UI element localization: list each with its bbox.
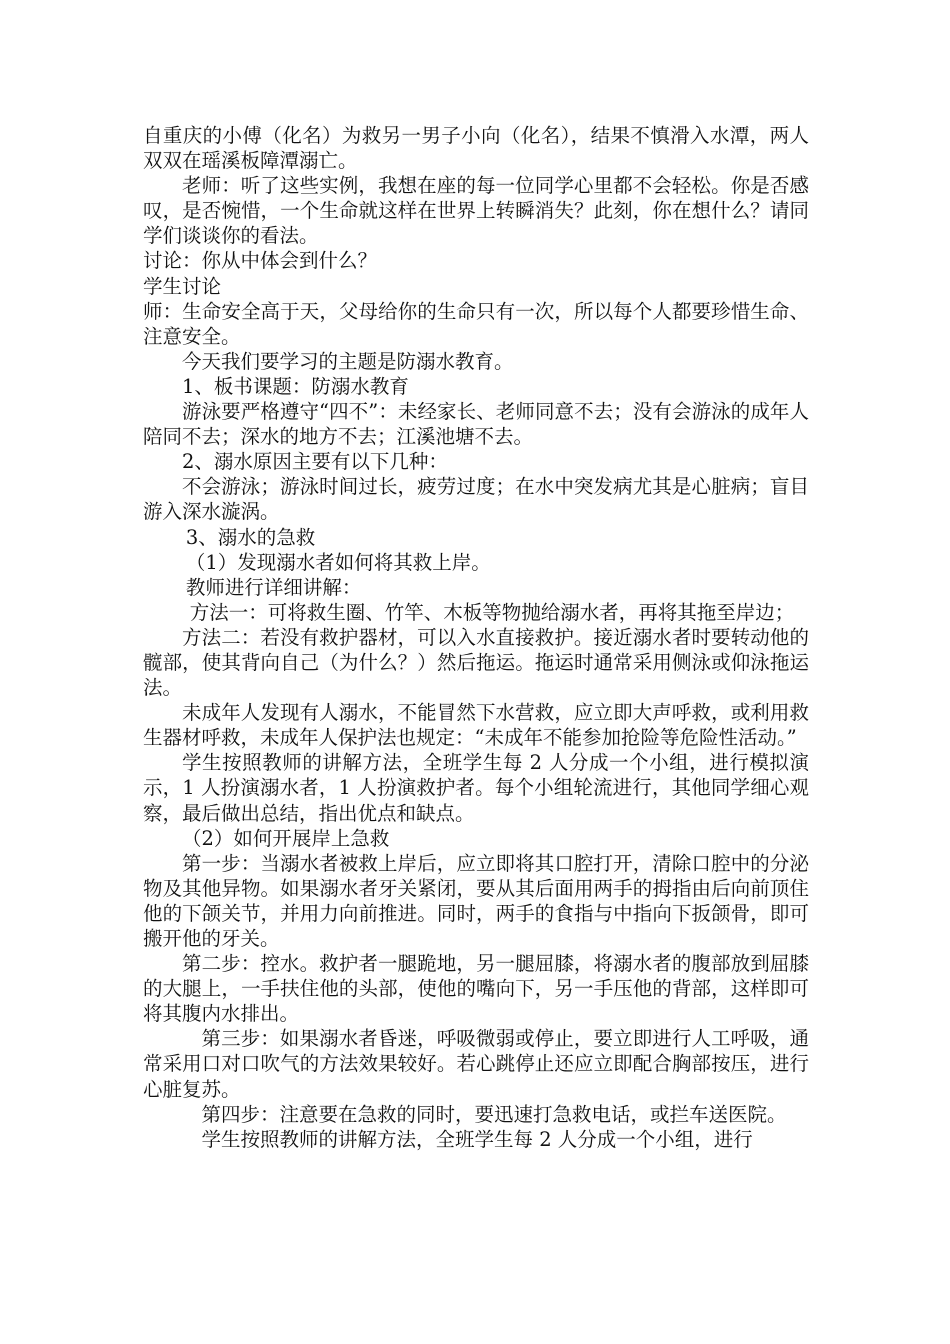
paragraph-14: 方法一：可将救生圈、竹竿、木板等物抛给溺水者，再将其拖至岸边； bbox=[189, 600, 795, 624]
paragraph-8: 游泳要严格遵守“四不”：未经家长、老师同意不去；没有会游泳的成年人陪同不去；深水的地方不去；江溪池塘不去。 bbox=[143, 400, 809, 449]
paragraph-12: （1）发现溺水者如何将其救上岸。 bbox=[185, 550, 491, 574]
paragraph-5: 师：生命安全高于天，父母给你的生命只有一次，所以每个人都要珍惜生命、注意安全。 bbox=[143, 299, 809, 348]
paragraph-9: 2、溺水原因主要有以下几种： bbox=[182, 450, 448, 474]
paragraph-19: 第一步：当溺水者被救上岸后，应立即将其口腔打开，清除口腔中的分泌物及其他异物。如果溺水者牙关紧闭，要从其后面用两手的拇指由后向前顶住他的下颌关节，并用力向前推进。同时，两手的食指与中指向下扳颌骨，即可搬开他的牙关。 bbox=[143, 851, 809, 950]
paragraph-15: 方法二：若没有救护器材，可以入水直接救护。接近溺水者时要转动他的髋部，使其背向自己（为什么？）然后拖运。拖运时通常采用侧泳或仰泳拖运法。 bbox=[143, 625, 809, 700]
paragraph-1: 自重庆的小傅（化名）为救另一男子小向（化名），结果不慎滑入水潭，两人双双在瑶溪板障潭溺亡。 bbox=[143, 124, 809, 173]
paragraph-10: 不会游泳；游泳时间过长，疲劳过度；在水中突发病尤其是心脏病；盲目游入深水漩涡。 bbox=[143, 475, 809, 524]
paragraph-17: 学生按照教师的讲解方法，全班学生每 2 人分成一个小组，进行模拟演示，1 人扮演溺水者，1 人扮演救护者。每个小组轮流进行，其他同学细心观察，最后做出总结，指出优点和缺点。 bbox=[143, 751, 809, 825]
paragraph-6: 今天我们要学习的主题是防溺水教育。 bbox=[182, 349, 514, 373]
paragraph-3: 讨论：你从中体会到什么？ bbox=[143, 249, 378, 273]
paragraph-2: 老师：听了这些实例，我想在座的每一位同学心里都不会轻松。你是否感叹，是否惋惜，一个生命就这样在世界上转瞬消失？此刻，你在想什么？请同学们谈谈你的看法。 bbox=[143, 174, 809, 248]
paragraph-13: 教师进行详细讲解： bbox=[185, 575, 362, 599]
paragraph-21: 第三步：如果溺水者昏迷，呼吸微弱或停止，要立即进行人工呼吸，通常采用口对口吹气的方法效果较好。若心跳停止还应立即配合胸部按压，进行心脏复苏。 bbox=[143, 1027, 809, 1101]
paragraph-22: 第四步：注意要在急救的同时，要迅速打急救电话，或拦车送医院。 bbox=[201, 1102, 787, 1126]
paragraph-4: 学生讨论 bbox=[143, 274, 222, 298]
paragraph-23: 学生按照教师的讲解方法，全班学生每 2 人分成一个小组，进行 bbox=[201, 1127, 753, 1151]
paragraph-16: 未成年人发现有人溺水，不能冒然下水营救，应立即大声呼救，或利用救生器材呼救，未成年人保护法也规定：“未成年不能参加抢险等危险性活动。” bbox=[143, 701, 809, 750]
paragraph-11: 3、溺水的急救 bbox=[185, 525, 316, 549]
paragraph-20: 第二步：控水。救护者一腿跪地，另一腿屈膝，将溺水者的腹部放到屈膝的大腿上，一手扶住他的头部，使他的嘴向下，另一手压他的背部，这样即可将其腹内水排出。 bbox=[143, 952, 809, 1026]
paragraph-18: （2）如何开展岸上急救 bbox=[182, 826, 390, 850]
document-body bbox=[143, 123, 809, 1152]
paragraph-7: 1、板书课题：防溺水教育 bbox=[182, 374, 409, 398]
